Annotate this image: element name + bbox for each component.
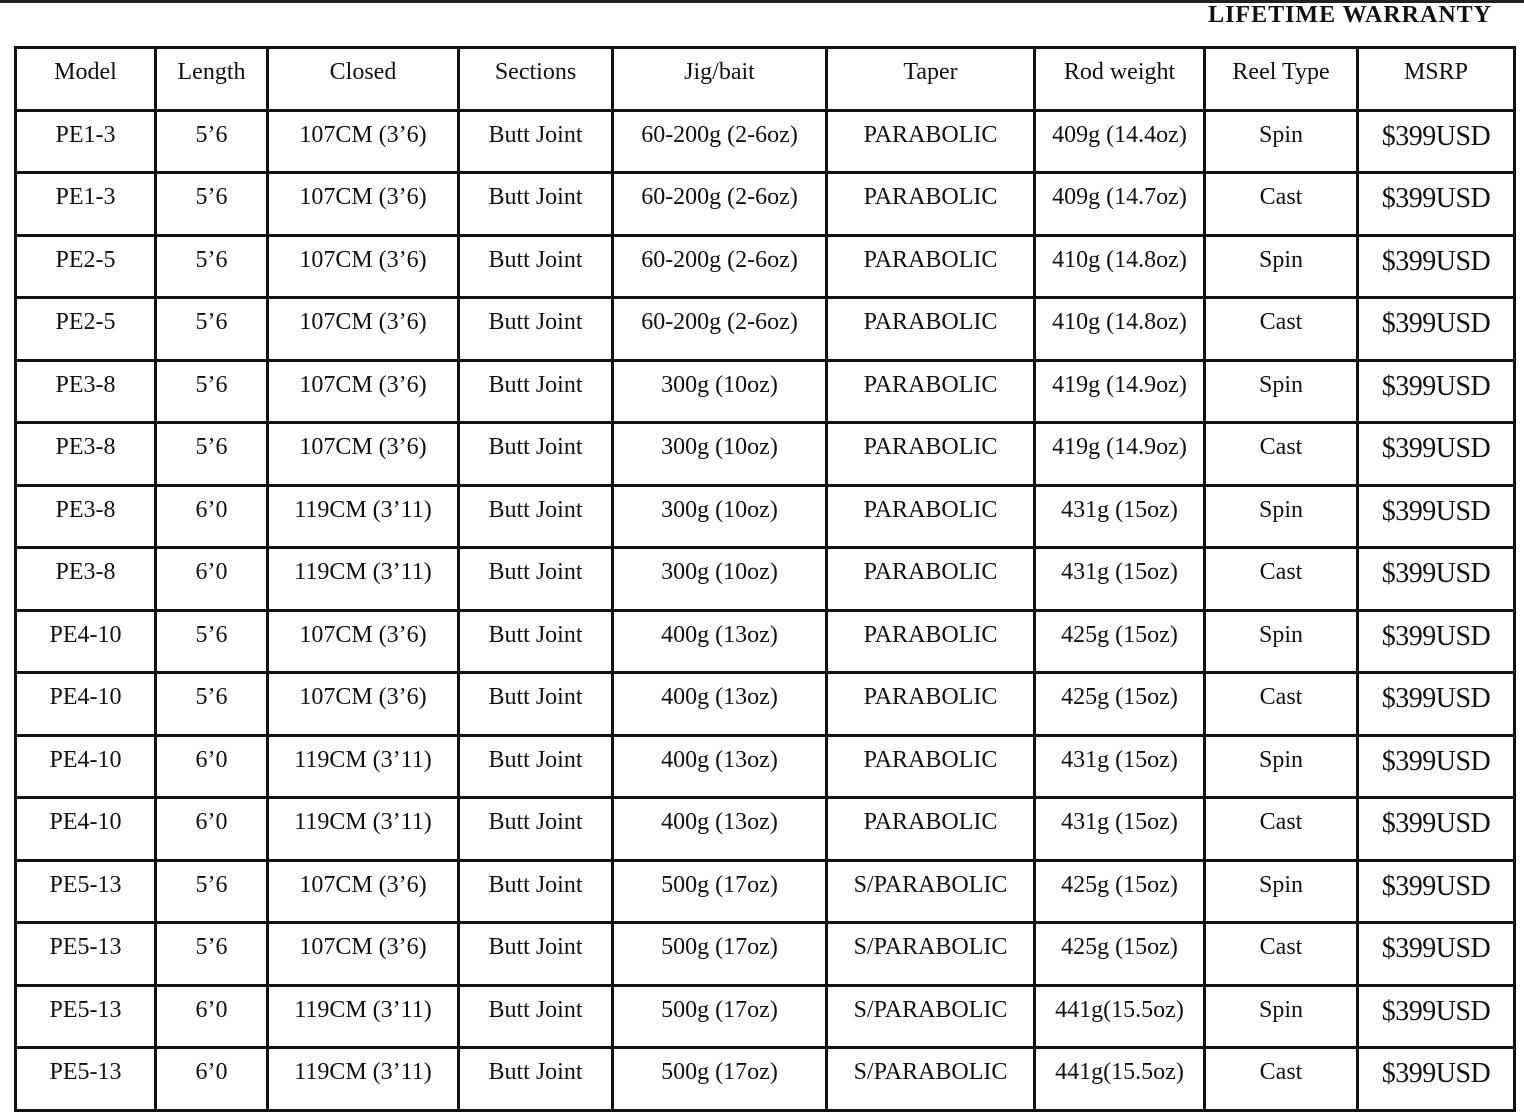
- cell-length: 5’6: [156, 360, 268, 423]
- cell-reel-type: Spin: [1205, 110, 1358, 173]
- table-row: [16, 673, 1515, 736]
- cell-sections: Butt Joint: [459, 923, 613, 986]
- warranty-heading: LIFETIME WARRANTY: [1208, 2, 1492, 28]
- cell-taper: PARABOLIC: [827, 485, 1035, 548]
- cell-rod-weight: 431g (15oz): [1035, 548, 1205, 611]
- table-row: [16, 1048, 1515, 1111]
- cell-reel-type: Cast: [1205, 423, 1358, 486]
- cell-msrp: $399USD: [1358, 235, 1515, 298]
- cell-jig-bait: 300g (10oz): [613, 360, 827, 423]
- cell-length: 5’6: [156, 673, 268, 736]
- cell-length: 6’0: [156, 735, 268, 798]
- cell-length: 5’6: [156, 298, 268, 361]
- table-header-row: [16, 48, 1515, 111]
- cell-rod-weight: 419g (14.9oz): [1035, 360, 1205, 423]
- cell-taper: PARABOLIC: [827, 548, 1035, 611]
- col-header-msrp: MSRP: [1358, 48, 1515, 111]
- cell-taper: PARABOLIC: [827, 173, 1035, 236]
- cell-msrp: $399USD: [1358, 735, 1515, 798]
- cell-reel-type: Cast: [1205, 923, 1358, 986]
- cell-model: PE5-13: [16, 985, 156, 1048]
- table-body: [16, 110, 1515, 1110]
- cell-rod-weight: 410g (14.8oz): [1035, 235, 1205, 298]
- cell-model: PE2-5: [16, 235, 156, 298]
- cell-sections: Butt Joint: [459, 235, 613, 298]
- cell-msrp: $399USD: [1358, 423, 1515, 486]
- cell-model: PE3-8: [16, 360, 156, 423]
- cell-reel-type: Cast: [1205, 1048, 1358, 1111]
- cell-model: PE3-8: [16, 548, 156, 611]
- table-row: [16, 610, 1515, 673]
- cell-jig-bait: 500g (17oz): [613, 860, 827, 923]
- cell-closed: 119CM (3’11): [268, 485, 459, 548]
- cell-model: PE1-3: [16, 173, 156, 236]
- cell-jig-bait: 400g (13oz): [613, 735, 827, 798]
- cell-taper: PARABOLIC: [827, 298, 1035, 361]
- table-row: [16, 423, 1515, 486]
- table-row: [16, 173, 1515, 236]
- cell-taper: PARABOLIC: [827, 110, 1035, 173]
- cell-msrp: $399USD: [1358, 1048, 1515, 1111]
- cell-sections: Butt Joint: [459, 360, 613, 423]
- cell-msrp: $399USD: [1358, 173, 1515, 236]
- table-row: [16, 485, 1515, 548]
- cell-msrp: $399USD: [1358, 110, 1515, 173]
- cell-sections: Butt Joint: [459, 673, 613, 736]
- cell-closed: 107CM (3’6): [268, 923, 459, 986]
- cell-length: 5’6: [156, 610, 268, 673]
- cell-closed: 107CM (3’6): [268, 423, 459, 486]
- table-row: [16, 798, 1515, 861]
- cell-msrp: $399USD: [1358, 673, 1515, 736]
- cell-jig-bait: 60-200g (2-6oz): [613, 110, 827, 173]
- cell-jig-bait: 400g (13oz): [613, 673, 827, 736]
- col-header-reel-type: Reel Type: [1205, 48, 1358, 111]
- cell-length: 6’0: [156, 985, 268, 1048]
- cell-model: PE3-8: [16, 423, 156, 486]
- table-row: [16, 298, 1515, 361]
- cell-length: 5’6: [156, 423, 268, 486]
- table-row: [16, 360, 1515, 423]
- cell-msrp: $399USD: [1358, 798, 1515, 861]
- cell-closed: 107CM (3’6): [268, 235, 459, 298]
- col-header-rod-weight: Rod weight: [1035, 48, 1205, 111]
- cell-reel-type: Cast: [1205, 673, 1358, 736]
- cell-closed: 107CM (3’6): [268, 673, 459, 736]
- cell-reel-type: Cast: [1205, 548, 1358, 611]
- cell-closed: 119CM (3’11): [268, 735, 459, 798]
- cell-reel-type: Spin: [1205, 985, 1358, 1048]
- cell-reel-type: Spin: [1205, 735, 1358, 798]
- cell-sections: Butt Joint: [459, 485, 613, 548]
- cell-model: PE5-13: [16, 1048, 156, 1111]
- cell-model: PE4-10: [16, 610, 156, 673]
- cell-length: 5’6: [156, 235, 268, 298]
- cell-length: 5’6: [156, 110, 268, 173]
- cell-taper: PARABOLIC: [827, 360, 1035, 423]
- cell-closed: 107CM (3’6): [268, 610, 459, 673]
- cell-sections: Butt Joint: [459, 798, 613, 861]
- cell-msrp: $399USD: [1358, 610, 1515, 673]
- cell-reel-type: Spin: [1205, 360, 1358, 423]
- cell-sections: Butt Joint: [459, 735, 613, 798]
- cell-model: PE1-3: [16, 110, 156, 173]
- cell-closed: 107CM (3’6): [268, 110, 459, 173]
- cell-model: PE4-10: [16, 673, 156, 736]
- cell-jig-bait: 60-200g (2-6oz): [613, 298, 827, 361]
- cell-taper: PARABOLIC: [827, 235, 1035, 298]
- cell-reel-type: Spin: [1205, 860, 1358, 923]
- cell-sections: Butt Joint: [459, 985, 613, 1048]
- cell-msrp: $399USD: [1358, 360, 1515, 423]
- cell-length: 6’0: [156, 1048, 268, 1111]
- cell-closed: 107CM (3’6): [268, 860, 459, 923]
- cell-reel-type: Spin: [1205, 235, 1358, 298]
- cell-rod-weight: 409g (14.4oz): [1035, 110, 1205, 173]
- cell-sections: Butt Joint: [459, 110, 613, 173]
- cell-jig-bait: 300g (10oz): [613, 548, 827, 611]
- cell-jig-bait: 300g (10oz): [613, 423, 827, 486]
- cell-rod-weight: 431g (15oz): [1035, 798, 1205, 861]
- cell-rod-weight: 425g (15oz): [1035, 923, 1205, 986]
- cell-jig-bait: 60-200g (2-6oz): [613, 235, 827, 298]
- cell-closed: 119CM (3’11): [268, 798, 459, 861]
- cell-model: PE5-13: [16, 923, 156, 986]
- cell-rod-weight: 410g (14.8oz): [1035, 298, 1205, 361]
- cell-sections: Butt Joint: [459, 423, 613, 486]
- cell-reel-type: Spin: [1205, 610, 1358, 673]
- table-row: [16, 548, 1515, 611]
- cell-msrp: $399USD: [1358, 923, 1515, 986]
- cell-closed: 119CM (3’11): [268, 1048, 459, 1111]
- table-row: [16, 860, 1515, 923]
- col-header-sections: Sections: [459, 48, 613, 111]
- cell-msrp: $399USD: [1358, 298, 1515, 361]
- cell-msrp: $399USD: [1358, 548, 1515, 611]
- cell-sections: Butt Joint: [459, 860, 613, 923]
- cell-closed: 119CM (3’11): [268, 985, 459, 1048]
- cell-taper: PARABOLIC: [827, 673, 1035, 736]
- cell-taper: S/PARABOLIC: [827, 1048, 1035, 1111]
- table-row: [16, 735, 1515, 798]
- cell-rod-weight: 441g(15.5oz): [1035, 1048, 1205, 1111]
- table-row: [16, 235, 1515, 298]
- cell-jig-bait: 500g (17oz): [613, 985, 827, 1048]
- cell-rod-weight: 431g (15oz): [1035, 485, 1205, 548]
- cell-msrp: $399USD: [1358, 860, 1515, 923]
- cell-model: PE5-13: [16, 860, 156, 923]
- cell-taper: S/PARABOLIC: [827, 985, 1035, 1048]
- cell-taper: PARABOLIC: [827, 610, 1035, 673]
- cell-rod-weight: 431g (15oz): [1035, 735, 1205, 798]
- cell-sections: Butt Joint: [459, 610, 613, 673]
- cell-model: PE2-5: [16, 298, 156, 361]
- cell-model: PE3-8: [16, 485, 156, 548]
- cell-jig-bait: 60-200g (2-6oz): [613, 173, 827, 236]
- cell-closed: 107CM (3’6): [268, 173, 459, 236]
- table-row: [16, 985, 1515, 1048]
- cell-model: PE4-10: [16, 798, 156, 861]
- cell-rod-weight: 409g (14.7oz): [1035, 173, 1205, 236]
- cell-taper: S/PARABOLIC: [827, 923, 1035, 986]
- cell-reel-type: Spin: [1205, 485, 1358, 548]
- cell-length: 5’6: [156, 173, 268, 236]
- cell-jig-bait: 500g (17oz): [613, 923, 827, 986]
- col-header-model: Model: [16, 48, 156, 111]
- table-row: [16, 110, 1515, 173]
- cell-length: 5’6: [156, 860, 268, 923]
- cell-length: 6’0: [156, 548, 268, 611]
- cell-taper: S/PARABOLIC: [827, 860, 1035, 923]
- cell-taper: PARABOLIC: [827, 423, 1035, 486]
- cell-msrp: $399USD: [1358, 985, 1515, 1048]
- cell-jig-bait: 400g (13oz): [613, 798, 827, 861]
- col-header-jig-bait: Jig/bait: [613, 48, 827, 111]
- cell-closed: 107CM (3’6): [268, 298, 459, 361]
- cell-reel-type: Cast: [1205, 298, 1358, 361]
- cell-reel-type: Cast: [1205, 798, 1358, 861]
- cell-rod-weight: 425g (15oz): [1035, 610, 1205, 673]
- cell-closed: 119CM (3’11): [268, 548, 459, 611]
- cell-rod-weight: 425g (15oz): [1035, 673, 1205, 736]
- cell-rod-weight: 425g (15oz): [1035, 860, 1205, 923]
- cell-model: PE4-10: [16, 735, 156, 798]
- cell-sections: Butt Joint: [459, 298, 613, 361]
- table-row: [16, 923, 1515, 986]
- cell-msrp: $399USD: [1358, 485, 1515, 548]
- cell-reel-type: Cast: [1205, 173, 1358, 236]
- cell-sections: Butt Joint: [459, 173, 613, 236]
- cell-taper: PARABOLIC: [827, 798, 1035, 861]
- col-header-length: Length: [156, 48, 268, 111]
- cell-length: 6’0: [156, 798, 268, 861]
- cell-jig-bait: 500g (17oz): [613, 1048, 827, 1111]
- col-header-taper: Taper: [827, 48, 1035, 111]
- rod-spec-table: [14, 46, 1516, 1112]
- cell-length: 5’6: [156, 923, 268, 986]
- cell-jig-bait: 400g (13oz): [613, 610, 827, 673]
- cell-rod-weight: 441g(15.5oz): [1035, 985, 1205, 1048]
- col-header-closed: Closed: [268, 48, 459, 111]
- cell-jig-bait: 300g (10oz): [613, 485, 827, 548]
- cell-taper: PARABOLIC: [827, 735, 1035, 798]
- cell-sections: Butt Joint: [459, 548, 613, 611]
- cell-sections: Butt Joint: [459, 1048, 613, 1111]
- cell-rod-weight: 419g (14.9oz): [1035, 423, 1205, 486]
- cell-closed: 107CM (3’6): [268, 360, 459, 423]
- cell-length: 6’0: [156, 485, 268, 548]
